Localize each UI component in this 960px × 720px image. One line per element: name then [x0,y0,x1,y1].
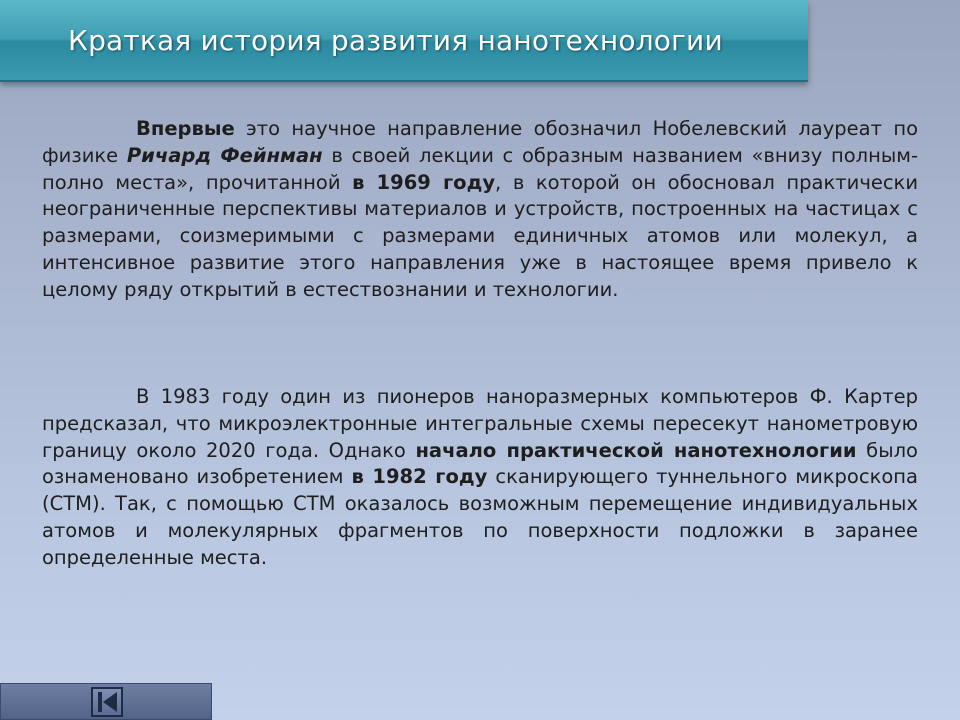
paragraph-2-text-b: было ознаменовано изобретением [42,438,918,489]
paragraph-2-text-a: В 1983 году один из пионеров наноразмерных компьютеров Ф. Картер предсказал, что микроэлектронные интегральные схемы пересекут нанометровую границу около 2020 года. Однако [42,385,918,462]
paragraph-1-bold-first: Впервые [136,117,235,140]
first-slide-button[interactable] [91,687,123,717]
paragraph-1-feynman: Ричард Фейнман [126,143,323,167]
paragraph-1-text-c: , в которой он обосновал практически неограниченные перспективы материалов и устройств, построенных на частицах с размерами, соизмеримыми с размерами единичных атомов или молекул, а интенсивное развитие этого направления уже в настоящее время привело к целому ряду открытий в естествознании и технологии. [42,170,919,301]
paragraph-2-year: в 1982 году [351,465,488,489]
slide-title: Краткая история развития нанотехнологии [68,23,723,57]
paragraph-1-text-b: в своей лекции с образным названием «внизу полным-полно места», прочитанной [42,143,918,194]
paragraph-1-text-a: это научное направление обозначил Нобелевский лауреат по физике [42,117,918,167]
paragraph-2-text-c: сканирующего туннельного микроскопа (СТМ). Так, с помощью СТМ оказалось возможным перемещение индивидуальных атомов и молекулярных фрагментов по поверхности подложки в заранее определенные места. [42,465,918,569]
first-slide-icon [93,689,121,715]
paragraph-2-bold-start: начало практической нанотехнологии [415,438,857,462]
paragraph-1-year: в 1969 году [352,170,496,194]
slide-title-bar [0,0,808,82]
paragraph-2 [42,384,918,572]
navigation-bar [0,683,212,720]
paragraph-1 [42,116,918,304]
